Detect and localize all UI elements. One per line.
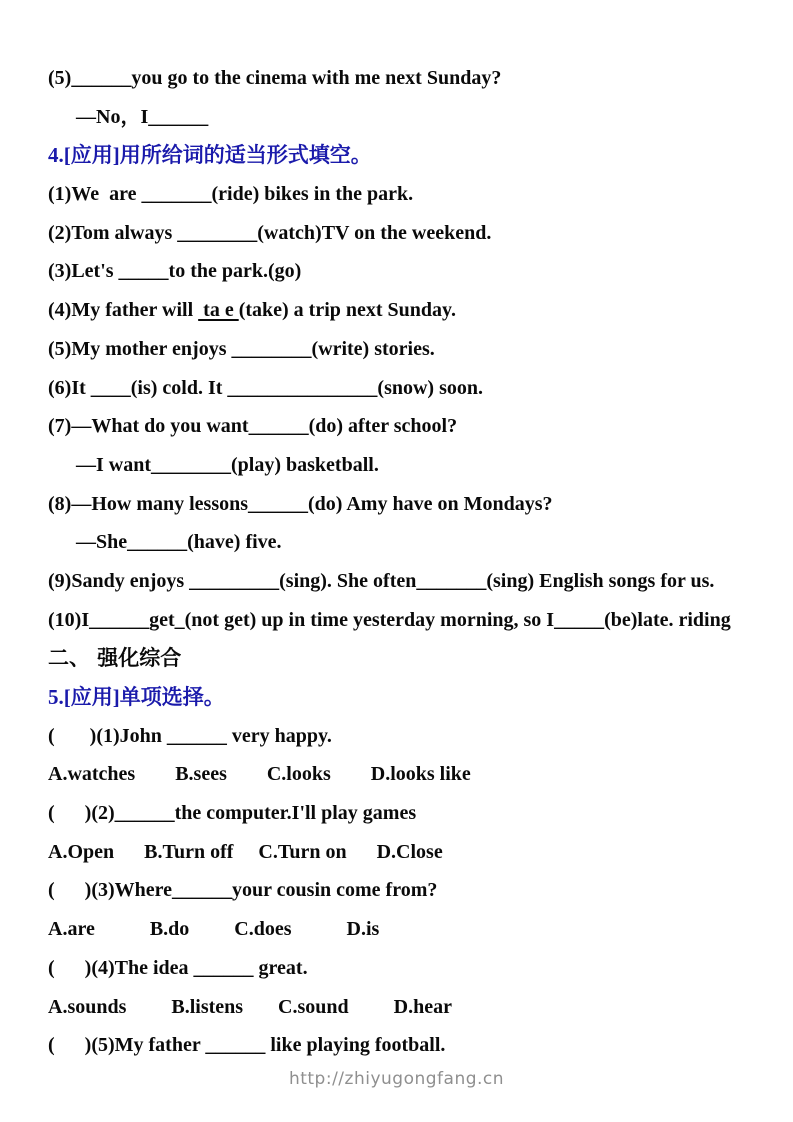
q3-5-answer: —No，I______ — [76, 105, 209, 128]
q4-8-question: (8)—How many lessons______(do) Amy have on Mondays? — [48, 492, 553, 515]
worksheet-lines — [48, 59, 769, 1065]
section-5-heading: 5.[应用]单项选择。 — [48, 685, 225, 709]
q4-7-question: (7)—What do you want______(do) after school? — [48, 415, 458, 438]
q5-2: ( )(2)______the computer.I'll play games — [48, 802, 417, 825]
q4-7-answer: —I want________(play) basketball. — [76, 453, 379, 476]
q5-4: ( )(4)The idea ______ great. — [48, 956, 308, 979]
q3-5-question: (5)______you go to the cinema with me next Sunday? — [48, 67, 502, 89]
q5-5: ( )(5)My father ______ like playing football. — [48, 1034, 446, 1057]
q4-4 — [48, 291, 769, 330]
q4-3: (3)Let's _____to the park.(go) — [48, 260, 302, 283]
q4-2: (2)Tom always ________(watch)TV on the weekend. — [48, 221, 492, 244]
q4-6: (6)It ____(is) cold. It _______________(snow) soon. — [48, 376, 483, 399]
section-2-heading: 二、 强化综合 — [48, 646, 182, 671]
q5-1-options: A.watches B.sees C.looks D.looks like — [48, 763, 471, 786]
q5-1: ( )(1)John ______ very happy. — [48, 724, 332, 747]
q4-5: (5)My mother enjoys ________(write) stories. — [48, 337, 435, 360]
q4-10: (10)I______get_(not get) up in time yesterday morning, so I_____(be)late. riding — [48, 608, 731, 631]
q4-8-answer: —She______(have) five. — [76, 531, 282, 554]
footer-url: http://zhiyugongfang.cn — [288, 1069, 505, 1089]
handwritten-answer: ta e — [198, 299, 239, 322]
q5-3: ( )(3)Where______your cousin come from? — [48, 879, 438, 902]
q5-3-options: A.are B.do C.does D.is — [48, 918, 380, 941]
line-segment: (4)My father will — [48, 299, 199, 322]
q4-1: (1)We are _______(ride) bikes in the park. — [48, 183, 414, 206]
q4-9: (9)Sandy enjoys _________(sing). She often_______(sing) English songs for us. — [48, 569, 715, 592]
section-4-heading: 4.[应用]用所给词的适当形式填空。 — [48, 143, 372, 168]
q5-2-options: A.Open B.Turn off C.Turn on D.Close — [48, 840, 443, 863]
line-segment: (take) a trip next Sunday. — [238, 299, 456, 322]
q5-4-options: A.sounds B.listens C.sound D.hear — [48, 995, 452, 1018]
